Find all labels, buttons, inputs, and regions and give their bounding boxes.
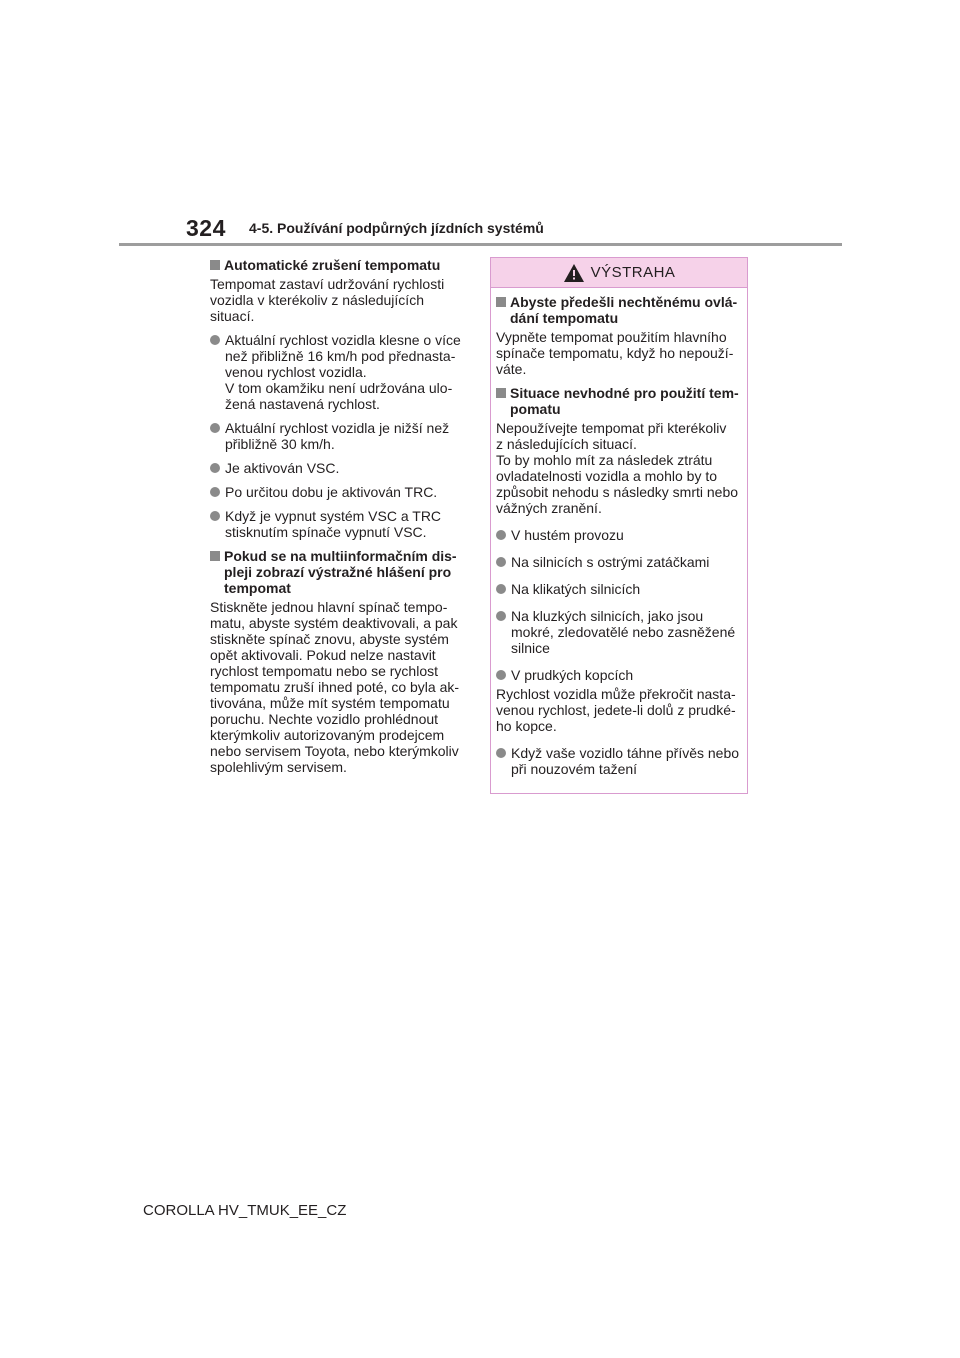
- text-line: Rychlost vozidla může překročit nasta-: [496, 686, 736, 702]
- round-bullet-icon: [210, 463, 220, 473]
- round-bullet-icon: [210, 511, 220, 521]
- warning-bullet: [496, 745, 742, 777]
- text-line: stisknutím spínače vypnutí VSC.: [225, 524, 427, 540]
- warning-bullet: [496, 581, 742, 597]
- text-line: Nepoužívejte tempomat při kterékoliv: [496, 420, 727, 436]
- text-line: vážných zranění.: [496, 500, 602, 516]
- section-title: 4-5. Používání podpůrných jízdních systémů: [249, 220, 544, 236]
- text-line: kterýmkoliv autorizovaným prodejcem: [210, 727, 445, 743]
- text-line: matu, abyste systém deaktivovali, a pak: [210, 615, 458, 631]
- text-line: tempomatu zruší ihned poté, co byla ak-: [210, 679, 460, 695]
- bullet-text: [511, 608, 735, 656]
- text-line: venou rychlost vozidla.: [225, 364, 367, 380]
- warning-paragraph-3: [496, 686, 742, 734]
- bullet-text: [225, 332, 461, 412]
- text-line: přibližně 30 km/h.: [225, 436, 335, 452]
- bullet-item: [210, 508, 467, 540]
- bullet-text: Po určitou dobu je aktivován TRC.: [225, 484, 438, 500]
- warning-triangle-icon: [563, 263, 585, 283]
- text-line: váte.: [496, 361, 527, 377]
- text-line: pomatu: [510, 401, 561, 417]
- heading-text: Automatické zrušení tempomatu: [224, 257, 441, 273]
- text-line: způsobit nehodu s následky smrti nebo: [496, 484, 739, 500]
- square-bullet-icon: [210, 551, 220, 561]
- text-line: Tempomat zastaví udržování rychlosti: [210, 276, 445, 292]
- round-bullet-icon: [210, 487, 220, 497]
- bullet-text: V hustém provozu: [511, 527, 624, 543]
- text-line: To by mohlo mít za následek ztrátu: [496, 452, 713, 468]
- text-line: tempomat: [224, 580, 291, 596]
- text-line: z následujících situací.: [496, 436, 637, 452]
- text-line: spínače tempomatu, když ho nepouží-: [496, 345, 734, 361]
- round-bullet-icon: [496, 557, 506, 567]
- heading-automatic-cancel: [210, 257, 467, 273]
- heading-text: [510, 385, 739, 417]
- warning-bullet: [496, 554, 742, 570]
- text-line: Když je vypnut systém VSC a TRC: [225, 508, 442, 524]
- warning-paragraph-2: [496, 420, 742, 516]
- left-column: [210, 257, 467, 775]
- text-line: rychlost tempomatu nebo se rychlost: [210, 663, 438, 679]
- bullet-text: Na klikatých silnicích: [511, 581, 641, 597]
- round-bullet-icon: [496, 530, 506, 540]
- round-bullet-icon: [496, 670, 506, 680]
- text-line: Pokud se na multiinformačním dis-: [224, 548, 457, 564]
- text-line: tivována, může mít systém tempomatu: [210, 695, 450, 711]
- text-line: ho kopce.: [496, 718, 557, 734]
- warning-box: [490, 257, 748, 794]
- bullet-item: [210, 484, 467, 500]
- text-line: stiskněte spínač znovu, abyste systém: [210, 631, 449, 647]
- bullet-text: [225, 420, 449, 452]
- bullet-item: [210, 332, 467, 412]
- text-line: Aktuální rychlost vozidla je nižší než: [225, 420, 450, 436]
- round-bullet-icon: [210, 423, 220, 433]
- text-line: opět aktivovali. Pokud nelze nastavit: [210, 647, 436, 663]
- text-line: nebo servisem Toyota, nebo kterýmkoliv: [210, 743, 459, 759]
- bullet-text: [511, 745, 739, 777]
- warning-title: VÝSTRAHA: [590, 264, 676, 281]
- bullet-item: [210, 420, 467, 452]
- bullet-item: [210, 460, 467, 476]
- warning-bullet: [496, 527, 742, 543]
- text-line: při nouzovém tažení: [511, 761, 638, 777]
- text-line: poruchu. Nechte vozidlo prohlédnout: [210, 711, 439, 727]
- header-rule: [119, 243, 842, 246]
- page-number: 324: [186, 215, 226, 241]
- square-bullet-icon: [210, 260, 220, 270]
- text-line: Stiskněte jednou hlavní spínač tempo-: [210, 599, 448, 615]
- round-bullet-icon: [496, 611, 506, 621]
- round-bullet-icon: [496, 584, 506, 594]
- text-line: spolehlivým servisem.: [210, 759, 347, 775]
- warning-header: [491, 258, 747, 288]
- text-line: než přibližně 16 km/h pod přednasta-: [225, 348, 456, 364]
- instructions-paragraph: [210, 599, 467, 775]
- intro-paragraph: [210, 276, 467, 324]
- text-line: ovladatelnosti vozidla a mohlo by to: [496, 468, 718, 484]
- round-bullet-icon: [210, 335, 220, 345]
- text-line: situací.: [210, 308, 255, 324]
- bullet-text: [225, 508, 441, 540]
- text-line: V tom okamžiku není udržována ulo-: [225, 380, 453, 396]
- text-line: pleji zobrazí výstražné hlášení pro: [224, 564, 452, 580]
- text-line: Situace nevhodné pro použití tem-: [510, 385, 739, 401]
- warning-paragraph-1: [496, 329, 742, 377]
- square-bullet-icon: [496, 388, 506, 398]
- heading-text: [510, 294, 737, 326]
- warning-body: [491, 288, 747, 777]
- bullet-text: V prudkých kopcích: [511, 667, 634, 683]
- text-line: Když vaše vozidlo táhne přívěs nebo: [511, 745, 740, 761]
- square-bullet-icon: [496, 297, 506, 307]
- warning-heading-2: [496, 385, 742, 417]
- text-line: Na kluzkých silnicích, jako jsou: [511, 608, 704, 624]
- text-line: Aktuální rychlost vozidla klesne o více: [225, 332, 461, 348]
- text-line: Abyste předešli nechtěnému ovlá-: [510, 294, 738, 310]
- text-line: venou rychlost, jedete-li dolů z prudké-: [496, 702, 736, 718]
- text-line: mokré, zledovatělé nebo zasněžené: [511, 624, 736, 640]
- text-line: vozidla v kterékoliv z následujících: [210, 292, 424, 308]
- text-line: žená nastavená rychlost.: [225, 396, 380, 412]
- heading-warning-message: [210, 548, 467, 596]
- warning-bullet: [496, 667, 742, 683]
- bullet-text: Je aktivován VSC.: [225, 460, 340, 476]
- bullet-text: Na silnicích s ostrými zatáčkami: [511, 554, 710, 570]
- warning-heading-1: [496, 294, 742, 326]
- round-bullet-icon: [496, 748, 506, 758]
- footer-model-code: COROLLA HV_TMUK_EE_CZ: [143, 1202, 347, 1219]
- text-line: silnice: [511, 640, 550, 656]
- warning-bullet: [496, 608, 742, 656]
- heading-text: [224, 548, 457, 596]
- text-line: dání tempomatu: [510, 310, 619, 326]
- text-line: Vypněte tempomat použitím hlavního: [496, 329, 727, 345]
